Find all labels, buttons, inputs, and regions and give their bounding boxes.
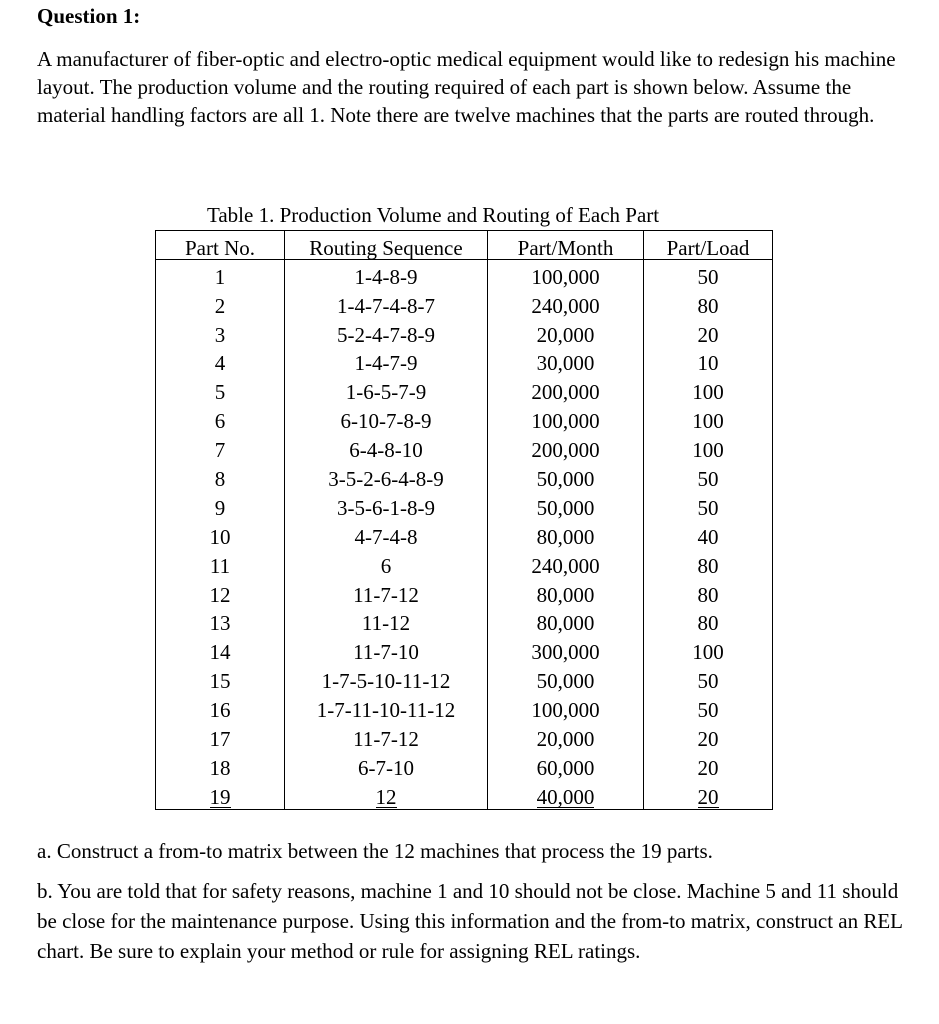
- table-row: [156, 318, 773, 347]
- cell-part-month: [488, 780, 644, 809]
- cell-part-no: 9: [156, 491, 285, 520]
- table-row: [156, 375, 773, 404]
- cell-routing: 1-4-7-9: [285, 347, 488, 376]
- cell-part-month: 100,000: [488, 404, 644, 433]
- table-row: [156, 289, 773, 318]
- cell-routing: 4-7-4-8: [285, 520, 488, 549]
- cell-routing: 5-2-4-7-8-9: [285, 318, 488, 347]
- cell-part-month: 20,000: [488, 722, 644, 751]
- cell-part-month: 50,000: [488, 462, 644, 491]
- cell-routing: 6: [285, 549, 488, 578]
- cell-part-load: 50: [644, 693, 773, 722]
- cell-part-no: 2: [156, 289, 285, 318]
- cell-part-no: 5: [156, 375, 285, 404]
- cell-routing: 11-7-10: [285, 635, 488, 664]
- cell-part-load: 100: [644, 375, 773, 404]
- table-row: [156, 491, 773, 520]
- cell-part-month: 200,000: [488, 433, 644, 462]
- cell-part-month: 80,000: [488, 578, 644, 607]
- table-row: [156, 259, 773, 288]
- table-header-row: [156, 231, 773, 260]
- cell-part-no: 16: [156, 693, 285, 722]
- cell-text: 19: [209, 784, 231, 809]
- cell-part-month: 100,000: [488, 259, 644, 288]
- cell-part-no: 17: [156, 722, 285, 751]
- table-body: [156, 259, 773, 809]
- cell-part-no: 15: [156, 664, 285, 693]
- cell-part-no: 8: [156, 462, 285, 491]
- cell-part-load: 80: [644, 578, 773, 607]
- table-row: [156, 462, 773, 491]
- cell-part-load: 80: [644, 607, 773, 636]
- table-row: [156, 780, 773, 809]
- cell-part-load: 20: [644, 318, 773, 347]
- cell-part-no: 1: [156, 259, 285, 288]
- cell-part-load: 20: [644, 722, 773, 751]
- task-a: a. Construct a from-to matrix between the 12 machines that process the 19 parts.: [37, 839, 713, 863]
- cell-part-load: 10: [644, 347, 773, 376]
- table-row: [156, 549, 773, 578]
- cell-part-month: 20,000: [488, 318, 644, 347]
- cell-part-load: 40: [644, 520, 773, 549]
- cell-routing: [285, 780, 488, 809]
- cell-part-load: 100: [644, 404, 773, 433]
- header-routing-sequence: Routing Sequence: [285, 231, 488, 260]
- cell-part-no: 14: [156, 635, 285, 664]
- cell-routing: 11-12: [285, 607, 488, 636]
- table-row: [156, 664, 773, 693]
- cell-part-month: 240,000: [488, 549, 644, 578]
- cell-routing: 3-5-2-6-4-8-9: [285, 462, 488, 491]
- cell-text: 40,000: [536, 784, 595, 809]
- cell-part-no: 12: [156, 578, 285, 607]
- cell-part-load: 100: [644, 635, 773, 664]
- cell-part-load: 100: [644, 433, 773, 462]
- cell-part-month: 100,000: [488, 693, 644, 722]
- cell-routing: 11-7-12: [285, 578, 488, 607]
- cell-routing: 1-6-5-7-9: [285, 375, 488, 404]
- cell-routing: 11-7-12: [285, 722, 488, 751]
- table-row: [156, 433, 773, 462]
- cell-routing: 1-4-8-9: [285, 259, 488, 288]
- question-intro: A manufacturer of fiber-optic and electro-optic medical equipment would like to redesign his machine layout. The production volume and the routing required of each part is shown below. Assume the material handling factors are all 1. Note there are twelve machines that the parts are routed through.: [37, 47, 896, 127]
- cell-part-load: 20: [644, 751, 773, 780]
- cell-part-load: 50: [644, 491, 773, 520]
- cell-part-no: 10: [156, 520, 285, 549]
- cell-text: 12: [375, 784, 397, 809]
- table-row: [156, 751, 773, 780]
- cell-part-no: 6: [156, 404, 285, 433]
- cell-part-no: 18: [156, 751, 285, 780]
- cell-part-month: 30,000: [488, 347, 644, 376]
- cell-part-month: 80,000: [488, 607, 644, 636]
- table-row: [156, 404, 773, 433]
- cell-routing: 1-4-7-4-8-7: [285, 289, 488, 318]
- table-row: [156, 578, 773, 607]
- cell-part-month: 60,000: [488, 751, 644, 780]
- table-row: [156, 520, 773, 549]
- table-row: [156, 693, 773, 722]
- cell-part-no: 4: [156, 347, 285, 376]
- cell-part-load: [644, 780, 773, 809]
- cell-part-load: 80: [644, 289, 773, 318]
- cell-routing: 6-7-10: [285, 751, 488, 780]
- task-b: b. You are told that for safety reasons, machine 1 and 10 should not be close. Machine 5 and 11 should be close for the maintenance purpose. Using this information and the from-to matrix, construct an REL chart. Be sure to explain your method or rule for assigning REL ratings.: [37, 879, 903, 963]
- cell-part-no: [156, 780, 285, 809]
- cell-part-load: 80: [644, 549, 773, 578]
- routing-table: [155, 230, 773, 810]
- header-part-no: Part No.: [156, 231, 285, 260]
- cell-part-no: 13: [156, 607, 285, 636]
- cell-text: 20: [697, 784, 719, 809]
- cell-part-no: 11: [156, 549, 285, 578]
- cell-part-month: 50,000: [488, 491, 644, 520]
- cell-part-month: 50,000: [488, 664, 644, 693]
- cell-routing: 3-5-6-1-8-9: [285, 491, 488, 520]
- cell-part-month: 300,000: [488, 635, 644, 664]
- cell-part-month: 240,000: [488, 289, 644, 318]
- table-row: [156, 635, 773, 664]
- table-row: [156, 607, 773, 636]
- cell-routing: 1-7-5-10-11-12: [285, 664, 488, 693]
- cell-routing: 1-7-11-10-11-12: [285, 693, 488, 722]
- question-heading: Question 1:: [37, 4, 141, 28]
- cell-part-no: 3: [156, 318, 285, 347]
- header-part-load: Part/Load: [644, 231, 773, 260]
- table-row: [156, 722, 773, 751]
- cell-part-load: 50: [644, 664, 773, 693]
- cell-part-load: 50: [644, 259, 773, 288]
- cell-routing: 6-4-8-10: [285, 433, 488, 462]
- cell-part-month: 80,000: [488, 520, 644, 549]
- cell-part-load: 50: [644, 462, 773, 491]
- header-part-month: Part/Month: [488, 231, 644, 260]
- table-row: [156, 347, 773, 376]
- table-caption: Table 1. Production Volume and Routing of Each Part: [207, 203, 660, 227]
- cell-routing: 6-10-7-8-9: [285, 404, 488, 433]
- cell-part-month: 200,000: [488, 375, 644, 404]
- cell-part-no: 7: [156, 433, 285, 462]
